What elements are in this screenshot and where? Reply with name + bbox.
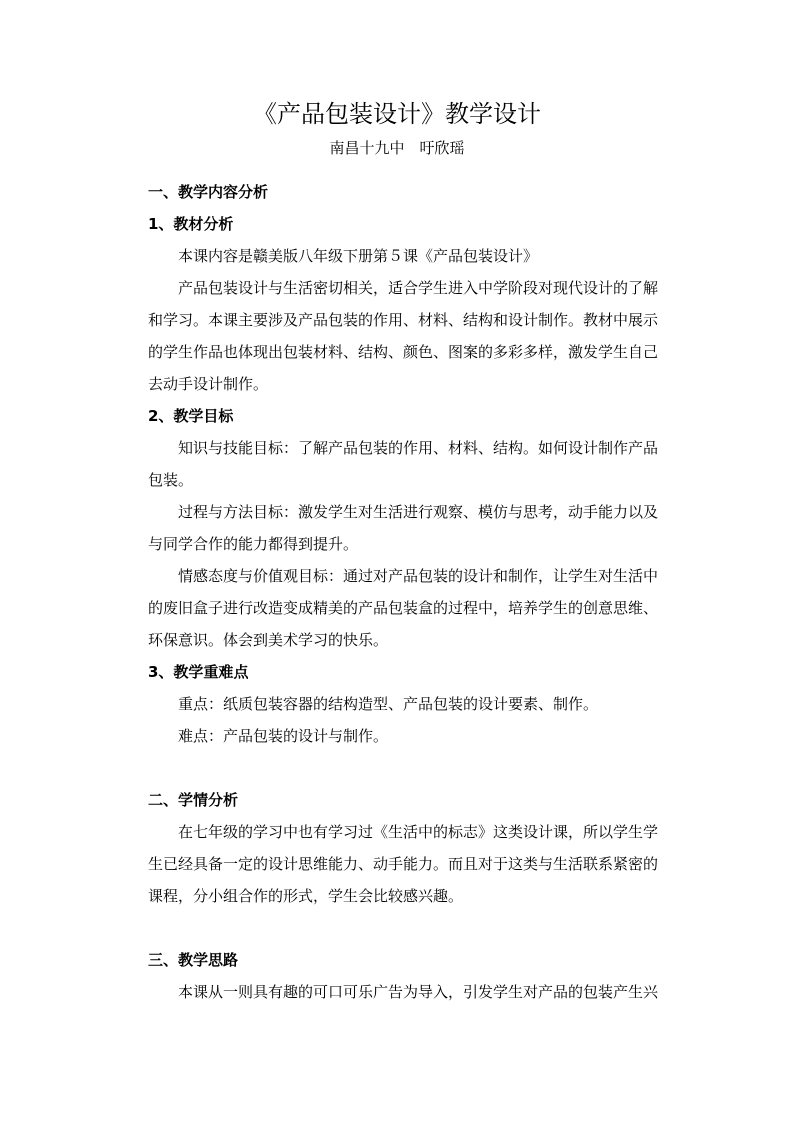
section-heading-student-analysis: 二、学情分析 — [148, 791, 239, 809]
spacer — [148, 752, 664, 784]
section-heading-teaching-approach: 三、教学思路 — [148, 951, 239, 969]
spacer — [148, 912, 664, 944]
section-heading-content-analysis: 一、教学内容分析 — [148, 183, 269, 201]
paragraph: 难点：产品包装的设计与制作。 — [178, 727, 389, 745]
paragraph: 本课从一则具有趣的可口可乐广告为导入，引发学生对产品的包装产生兴 — [178, 983, 659, 1001]
document-body — [148, 176, 664, 1008]
paragraph: 在七年级的学习中也有学习过《生活中的标志》这类设计课，所以学生学生已经具备一定的设计思维能力、动手能力。而且对于这类与生活联系紧密的课程，分小组合作的形式，学生会比较感兴趣。 — [148, 823, 659, 905]
paragraph: 本课内容是赣美版八年级下册第５课《产品包装设计》 — [178, 247, 539, 265]
paragraph: 产品包装设计与生活密切相关，适合学生进入中学阶段对现代设计的了解和学习。本课主要涉及产品包装的作用、材料、结构和设计制作。教材中展示的学生作品也体现出包装材料、结构、颜色、图案的多彩多样，激发学生自己去动手设计制作。 — [148, 279, 659, 393]
paragraph: 重点：纸质包装容器的结构造型、产品包装的设计要素、制作。 — [178, 695, 599, 713]
subheading-textbook-analysis: 1、教材分析 — [148, 215, 234, 233]
paragraph: 过程与方法目标：激发学生对生活进行观察、模仿与思考，动手能力以及与同学合作的能力都得到提升。 — [148, 503, 659, 553]
subheading-teaching-goals: 2、教学目标 — [148, 407, 234, 425]
paragraph: 知识与技能目标：了解产品包装的作用、材料、结构。如何设计制作产品包装。 — [148, 439, 659, 489]
subheading-key-points: 3、教学重难点 — [148, 663, 249, 681]
document-author: 南昌十九中 吁欣瑶 — [329, 139, 465, 157]
paragraph: 情感态度与价值观目标：通过对产品包装的设计和制作，让学生对生活中的废旧盒子进行改造变成精美的产品包装盒的过程中，培养学生的创意思维、环保意识。体会到美术学习的快乐。 — [148, 567, 659, 649]
document-title: 《产品包装设计》教学设计 — [253, 100, 541, 128]
